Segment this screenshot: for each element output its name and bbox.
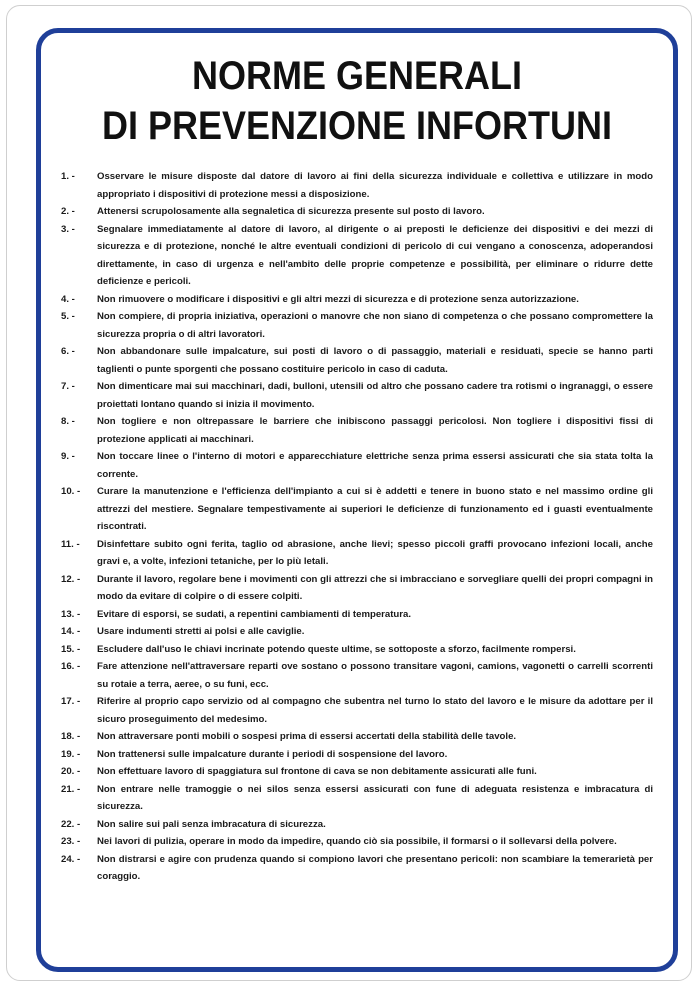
rule-text: Non salire sui pali senza imbracatura di sicurezza. <box>97 818 326 830</box>
rule-text: Non rimuovere o modificare i dispositivi e gli altri mezzi di sicurezza e di protezione senza autorizzazione. <box>97 293 579 305</box>
rule-item <box>61 763 653 781</box>
rule-text: Non entrare nelle tramoggie o nei silos senza essersi assicurati con fune di adeguata resistenza e imbracatura di sicurezza. <box>97 783 653 812</box>
rules-list <box>61 168 653 886</box>
rule-text: Nei lavori di pulizia, operare in modo da impedire, quando ciò sia possibile, il formarsi o il sollevarsi della polvere. <box>97 836 617 847</box>
rule-text: Riferire al proprio capo servizio od al compagno che subentra nel turno lo stato del lavoro e le misure da adottare per il sicuro proseguimento del medesimo. <box>97 696 653 725</box>
rule-text: Evitare di esporsi, se sudati, a repentini cambiamenti di temperatura. <box>97 608 412 620</box>
rule-text: Curare la manutenzione e l'efficienza dell'impianto a cui si è addetti e tenere in buono stato e nel massimo ordine gli attrezzi del mestiere. Segnalare tempestivamente ai superiori le deficienze di funzionamento ed i guasti eventualmente riscontrati. <box>97 486 653 532</box>
rule-item <box>61 291 653 309</box>
rule-number: 1. - <box>61 171 75 182</box>
rule-item <box>61 536 653 571</box>
rule-text: Disinfettare subito ogni ferita, taglio od abrasione, anche lievi; spesso piccoli graffi provocano infezioni locali, anche gravi e, a volte, infezioni tetaniche, per lo più letali. <box>97 538 653 567</box>
rule-item <box>61 168 653 203</box>
rule-number: 5. - <box>61 311 75 322</box>
rule-number: 18. - <box>61 731 81 742</box>
rule-text: Escludere dall'uso le chiavi incrinate potendo queste ultime, se sottoposte a sforzo, facilmente rompersi. <box>97 643 576 655</box>
rule-text: Non distrarsi e agire con prudenza quando si compiono lavori che presentano pericoli: non scambiare la temerarietà per coraggio. <box>97 853 653 882</box>
rule-number: 22. - <box>61 818 81 830</box>
rule-text: Non toccare linee o l'interno di motori e apparecchiature elettriche senza prima essersi assicurati che sia stata tolta la corrente. <box>97 451 653 480</box>
rule-item <box>61 833 653 851</box>
rule-number: 15. - <box>61 643 81 655</box>
rule-number: 8. - <box>61 416 75 427</box>
rule-text: Non togliere e non oltrepassare le barriere che inibiscono passaggi pericolosi. Non togliere i dispositivi fissi di protezione applicati ai macchinari. <box>97 416 653 445</box>
rule-item <box>61 658 653 693</box>
rule-item <box>61 816 653 834</box>
rule-item <box>61 623 653 641</box>
rule-item <box>61 728 653 746</box>
rule-item <box>61 851 653 886</box>
rule-text: Non compiere, di propria iniziativa, operazioni o manovre che non siano di competenza o che possano compromettere la sicurezza propria o di altri lavoratori. <box>97 311 653 340</box>
rule-number: 19. - <box>61 748 81 760</box>
rule-text: Fare attenzione nell'attraversare reparti ove sostano o possono transitare vagoni, camions, vagonetti o carrelli scorrenti su rotaie a terra, aeree, o su funi, ecc. <box>97 661 653 690</box>
rule-number: 17. - <box>61 696 81 707</box>
sign-title <box>73 51 642 151</box>
rule-number: 2. - <box>61 206 75 217</box>
rule-number: 20. - <box>61 766 81 777</box>
rule-number: 11. - <box>61 538 80 550</box>
rule-item <box>61 483 653 536</box>
rule-number: 4. - <box>61 293 75 305</box>
rule-number: 13. - <box>61 608 81 620</box>
rule-item <box>61 781 653 816</box>
rule-item <box>61 413 653 448</box>
rule-item <box>61 746 653 764</box>
sign-sheet <box>6 5 692 981</box>
sign-border-frame <box>36 28 678 972</box>
rule-number: 3. - <box>61 223 75 235</box>
rule-item <box>61 308 653 343</box>
rule-text: Segnalare immediatamente al datore di lavoro, al dirigente o ai preposti le deficienze dei dispositivi e dei mezzi di sicurezza e di protezione, nonché le altre eventuali condizioni di pericolo di cui vengano a conoscenza, adoperandosi direttamente, in caso di urgenza e nell'ambito delle proprie competenze e possibilità, per eliminare o ridurre dette deficienze e pericoli. <box>97 223 653 287</box>
rule-item <box>61 606 653 624</box>
rule-text: Non dimenticare mai sui macchinari, dadi, bulloni, utensili od altro che possano cadere tra rotismi o ingranaggi, o essere proiettati lontano quando si inizia il movimento. <box>97 381 653 410</box>
title-line-1: NORME GENERALI <box>191 54 523 98</box>
rule-number: 23. - <box>61 836 81 847</box>
rule-number: 16. - <box>61 661 81 672</box>
rule-number: 12. - <box>61 573 81 585</box>
rule-item <box>61 378 653 413</box>
rule-text: Non trattenersi sulle impalcature durante i periodi di sospensione del lavoro. <box>97 748 448 760</box>
rule-text: Non effettuare lavoro di spaggiatura sul frontone di cava se non debitamente assicurati alle funi. <box>97 766 537 777</box>
rule-item <box>61 571 653 606</box>
rule-text: Non abbandonare sulle impalcature, sui posti di lavoro o di passaggio, materiali e residuati, specie se hanno parti taglienti o punte sporgenti che possano costituire pericolo in caso di caduta. <box>97 346 653 375</box>
rule-number: 24. - <box>61 853 81 865</box>
rule-item <box>61 203 653 221</box>
rule-number: 6. - <box>61 346 75 357</box>
rule-text: Usare indumenti stretti ai polsi e alle caviglie. <box>97 626 305 637</box>
rule-item <box>61 221 653 291</box>
rule-item <box>61 343 653 378</box>
rule-number: 10. - <box>61 486 81 497</box>
rule-number: 21. - <box>61 783 81 795</box>
rule-text: Osservare le misure disposte dal datore di lavoro ai fini della sicurezza individuale e collettiva e utilizzare in modo appropriato i dispositivi di protezione messi a disposizione. <box>97 171 653 200</box>
rule-text: Non attraversare ponti mobili o sospesi prima di essersi accertati della stabilità delle tavole. <box>97 731 517 742</box>
rule-text: Attenersi scrupolosamente alla segnaletica di sicurezza presente sul posto di lavoro. <box>97 206 485 217</box>
title-line-2: DI PREVENZIONE INFORTUNI <box>101 104 613 148</box>
rule-item <box>61 448 653 483</box>
rule-number: 7. - <box>61 381 75 392</box>
rule-text: Durante il lavoro, regolare bene i movimenti con gli attrezzi che si imbracciano e sorvegliare quelli dei propri compagni in modo da evitare di colpire o di essere colpiti. <box>97 573 653 602</box>
rule-number: 9. - <box>61 451 75 462</box>
rule-item <box>61 693 653 728</box>
rule-number: 14. - <box>61 626 81 637</box>
rule-item <box>61 641 653 659</box>
